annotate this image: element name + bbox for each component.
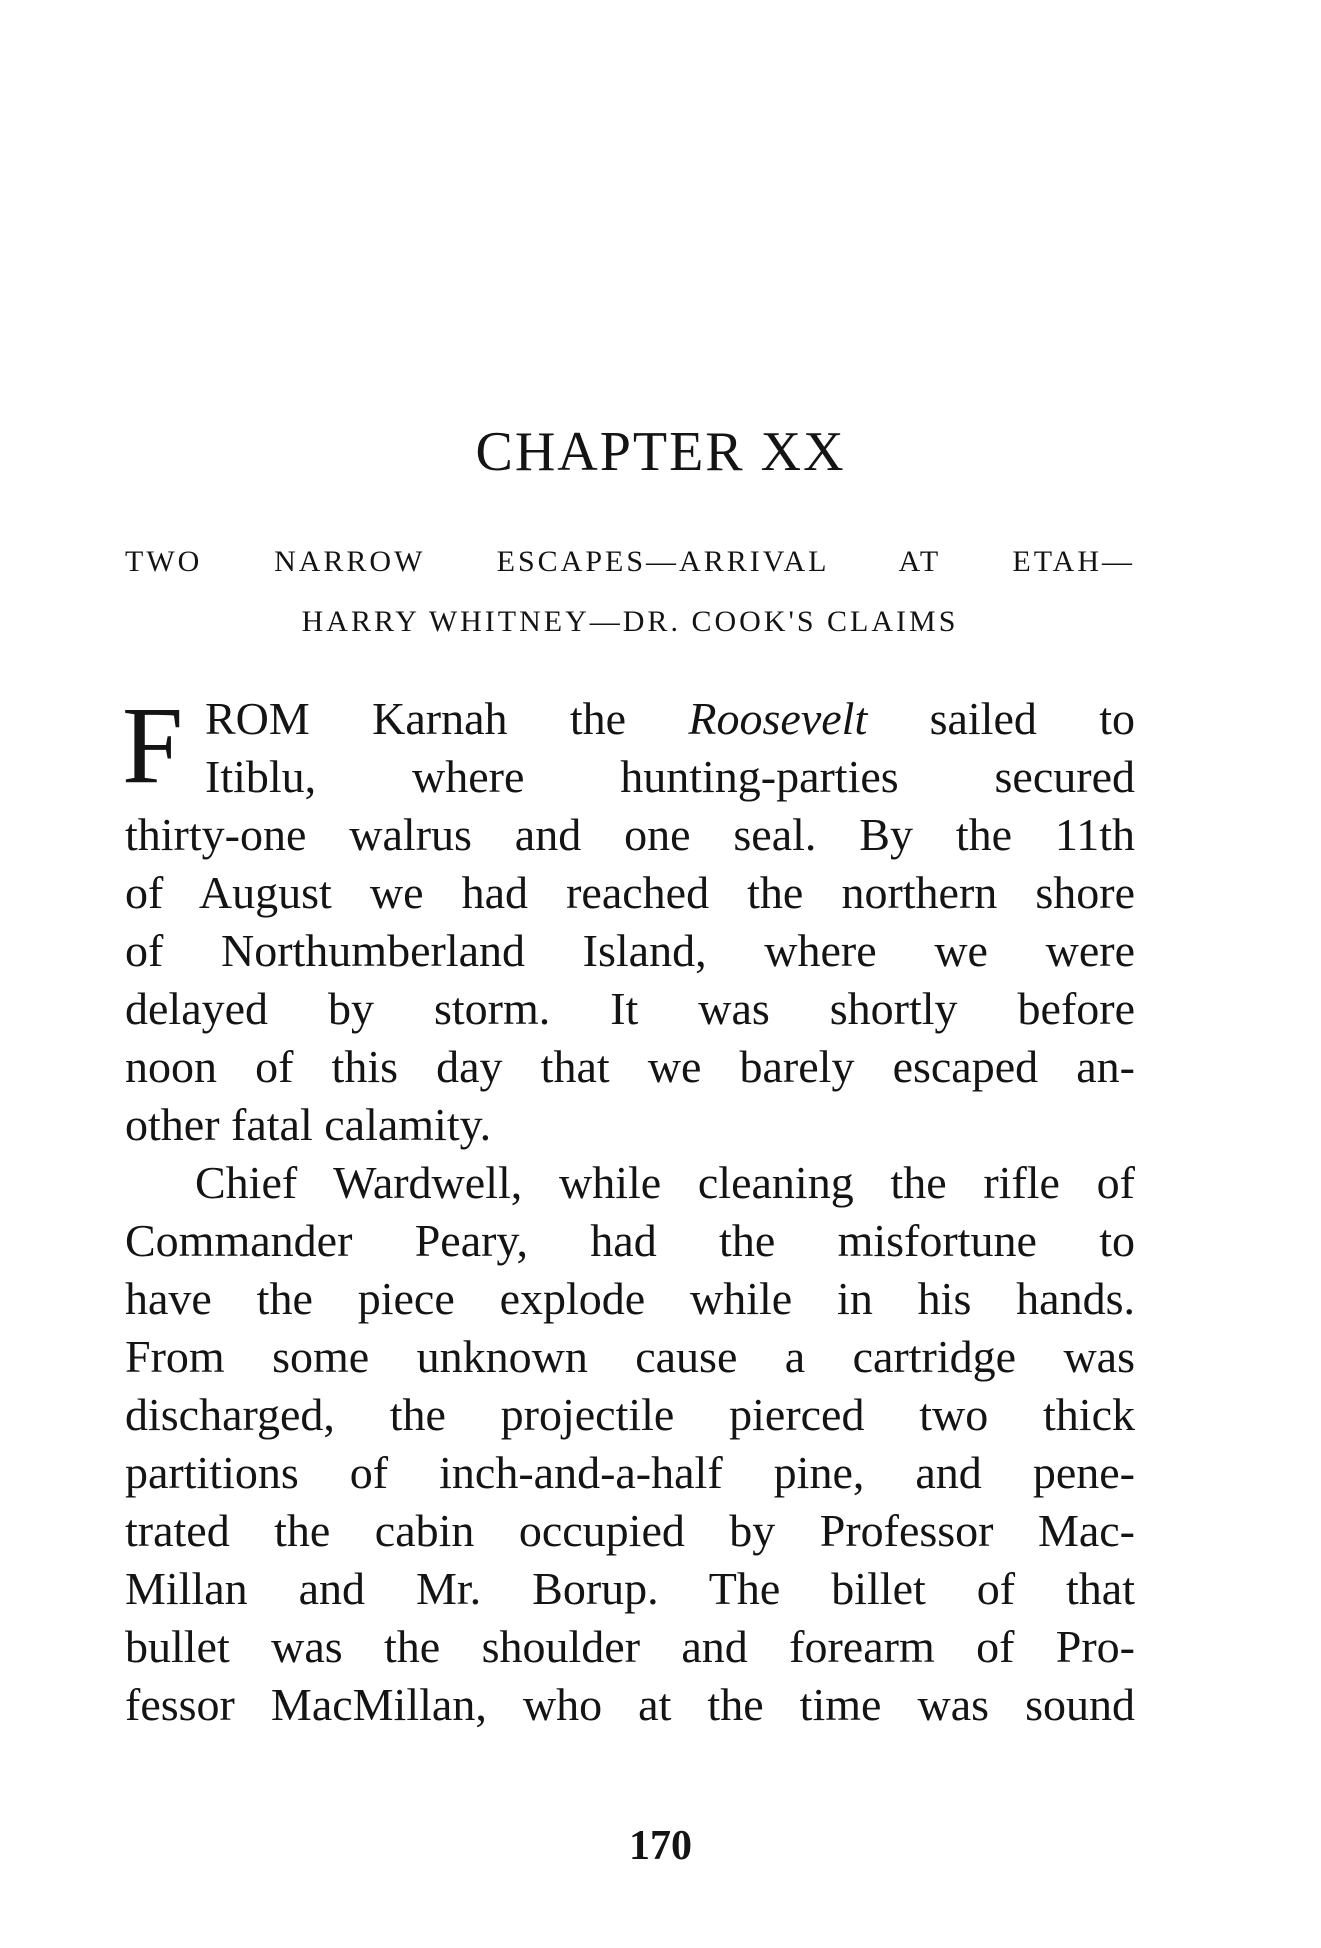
page-number: 170 [629, 1823, 692, 1869]
paragraph-2-line-2: Commander Peary, had the misfortune to [125, 1215, 1135, 1266]
paragraph-1-line-1-b: sailed to [867, 693, 1136, 744]
chapter-subtitle-line-2: HARRY WHITNEY—DR. COOK'S CLAIMS [301, 605, 959, 638]
paragraph-1-line-6: delayed by storm. It was shortly before [125, 983, 1135, 1034]
paragraph-1-line-3: thirty-one walrus and one seal. By the 11th [125, 809, 1135, 860]
paragraph-2-line-6: partitions of inch-and-a-half pine, and pene- [125, 1447, 1135, 1498]
paragraph-2-line-4: From some unknown cause a cartridge was [125, 1331, 1135, 1382]
paragraph-2-line-9: bullet was the shoulder and forearm of Pro- [125, 1621, 1135, 1672]
paragraph-2-line-7: trated the cabin occupied by Professor Mac- [125, 1505, 1135, 1556]
chapter-subtitle-line-1: TWO NARROW ESCAPES—ARRIVAL AT ETAH— [125, 545, 1135, 578]
paragraph-1-line-2: Itiblu, where hunting-parties secured [205, 751, 1135, 802]
paragraph-1-line-1 [205, 690, 1135, 748]
paragraph-2-line-10: fessor MacMillan, who at the time was sound [125, 1679, 1135, 1730]
paragraph-2-line-8: Millan and Mr. Borup. The billet of that [125, 1563, 1135, 1614]
paragraph-1-line-5: of Northumberland Island, where we were [125, 925, 1135, 976]
paragraph-2-line-5: discharged, the projectile pierced two thick [125, 1389, 1135, 1440]
paragraph-1-line-8: other fatal calamity. [125, 1099, 492, 1150]
paragraph-1-line-1-a: ROM Karnah the [205, 693, 689, 744]
ship-name: Roosevelt [688, 693, 868, 744]
paragraph-2-line-1: Chief Wardwell, while cleaning the rifle of [195, 1157, 1135, 1208]
paragraph-1-line-4: of August we had reached the northern shore [125, 867, 1135, 918]
paragraph-1-line-7: noon of this day that we barely escaped an- [125, 1041, 1135, 1092]
paragraph-2-line-3: have the piece explode while in his hands. [125, 1273, 1135, 1324]
drop-cap: F [122, 684, 184, 806]
chapter-title: CHAPTER XX [475, 421, 846, 483]
